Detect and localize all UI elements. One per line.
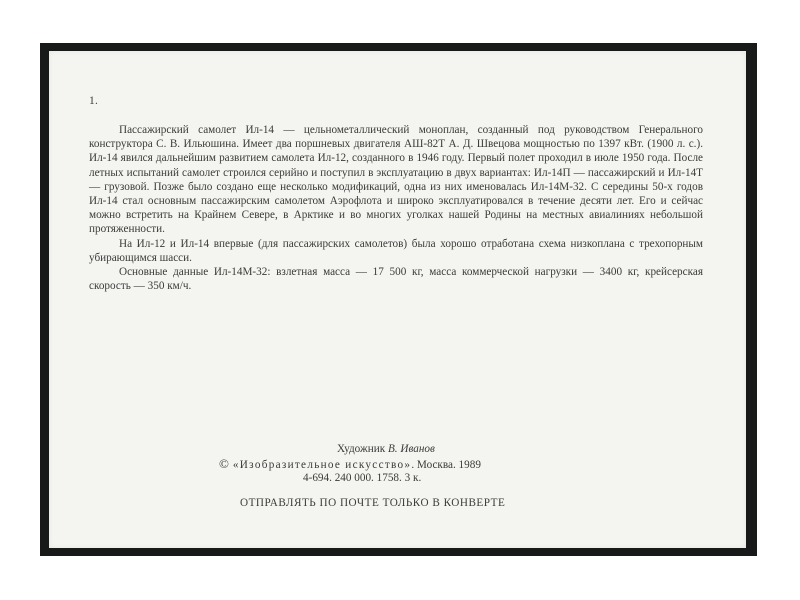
artist-line — [209, 443, 589, 457]
description-paragraph-3: Основные данные Ил-14М-32: взлетная масса — 17 500 кг, масса коммерческой нагрузки — 3400 кг, крейсерская скорость — 350 км/ч. — [89, 266, 703, 293]
artist-label: Художник — [337, 443, 386, 455]
publisher-line — [209, 457, 589, 473]
mail-notice: ОТПРАВЛЯТЬ ПО ПОЧТЕ ТОЛЬКО В КОНВЕРТЕ — [240, 497, 506, 509]
credits-block — [209, 443, 589, 486]
print-info: 4-694. 240 000. 1758. 3 к. — [303, 472, 422, 484]
publisher-city-year: . Москва. 1989 — [411, 458, 481, 471]
copyright-icon: © — [219, 455, 229, 471]
card-number: 1. — [89, 95, 99, 107]
publisher-name: «Изобразительное искусство» — [232, 458, 412, 471]
description-paragraph-1: Пассажирский самолет Ил-14 — цельнометаллический моноплан, созданный под руководством Генерального конструктора С. В. Ильюшина. Имеет два поршневых двигателя АШ-82Т А. Д. Швецова мощностью по 1397 кВт. (1900 л. с.). Ил-14 явился дальнейшим развитием самолета Ил-12, созданного в 1946 году. Первый полет проходил в июле 1950 года. После летных испытаний самолет строился серийно и поступил в эксплуатацию в двух вариантах: Ил-14П — пассажирский и Ил-14Т — грузовой. Позже было создано еще несколько модификаций, одна из них именовалась Ил-14М-32. С середины 50-х годов Ил-14 стал основным пассажирским самолетом Аэрофлота и широко эксплуатировался в течение десяти лет. Его и сейчас можно встретить на Крайнем Севере, в Арктике и во многих уголках нашей Родины на местных авиалиниях небольшой протяженности. — [89, 124, 703, 236]
description-paragraph-2: На Ил-12 и Ил-14 впервые (для пассажирских самолетов) была хорошо отработана схема низкоплана с трехопорным убирающимся шасси. — [89, 237, 703, 264]
artist-name: В. Иванов — [387, 443, 435, 455]
postcard-back — [49, 51, 746, 548]
description-text — [89, 123, 703, 293]
